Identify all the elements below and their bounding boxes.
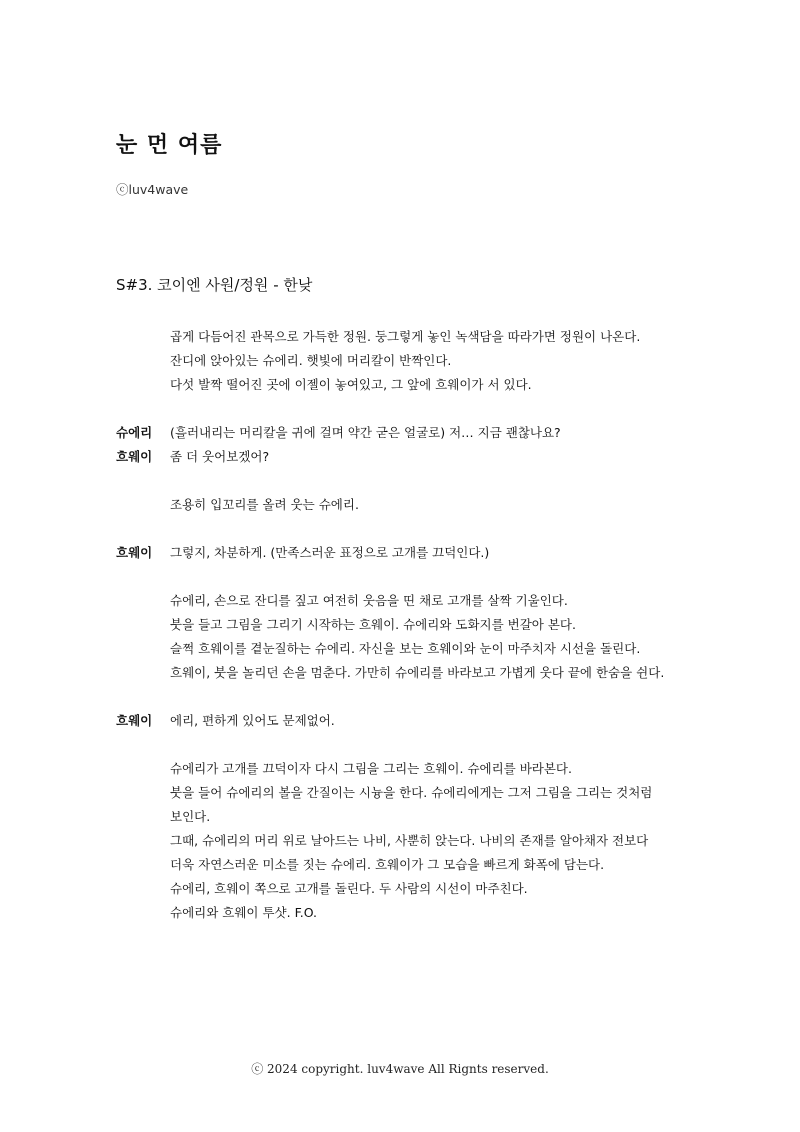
document-title: 눈 먼 여름: [116, 133, 223, 158]
action-line: 슈에리, 흐웨이 쪽으로 고개를 돌린다. 두 사람의 시선이 마주친다.: [170, 881, 528, 896]
action-block-3: [170, 589, 696, 685]
action-line: 곱게 다듬어진 관목으로 가득한 정원. 둥그렇게 놓인 녹색담을 따라가면 정원이 나온다.: [170, 329, 641, 344]
speaker-name: 흐웨이: [116, 545, 153, 560]
dialogue-4: [116, 709, 696, 733]
action-line: 슈에리, 손으로 잔디를 짚고 여전히 웃음을 띤 채로 고개를 살짝 기울인다.: [170, 593, 568, 608]
action-line: 슈에리와 흐웨이 투샷. F.O.: [170, 905, 318, 920]
dialogue-text: 좀 더 웃어보겠어?: [170, 449, 270, 464]
action-block-1: [170, 325, 696, 397]
dialogue-2: [116, 445, 696, 469]
dialogue-1: [116, 421, 696, 445]
action-line: 붓을 들고 그림을 그리기 시작하는 흐웨이. 슈에리와 도화지를 번갈아 본다.: [170, 617, 576, 632]
action-line: 슈에리가 고개를 끄덕이자 다시 그림을 그리는 흐웨이. 슈에리를 바라본다.: [170, 761, 572, 776]
script-body: [116, 325, 696, 925]
action-block-2: [170, 493, 696, 517]
action-line: 흐웨이, 붓을 놀리던 손을 멈춘다. 가만히 슈에리를 바라보고 가볍게 웃다 끝에 한숨을 쉰다.: [170, 665, 665, 680]
speaker-name: 슈에리: [116, 425, 153, 440]
action-line: 붓을 들어 슈에리의 볼을 간질이는 시늉을 한다. 슈에리에게는 그저 그림을 그리는 것처럼: [170, 785, 653, 800]
dialogue-3: [116, 541, 696, 565]
dialogue-text: 에리, 편하게 있어도 문제없어.: [170, 713, 335, 728]
action-line: 다섯 발짝 떨어진 곳에 이젤이 놓여있고, 그 앞에 흐웨이가 서 있다.: [170, 377, 532, 392]
action-line: 보인다.: [170, 809, 211, 824]
action-block-4: [170, 757, 696, 925]
action-line: 그때, 슈에리의 머리 위로 날아드는 나비, 사뿐히 앉는다. 나비의 존재를 알아채자 전보다: [170, 833, 649, 848]
action-line: 더욱 자연스러운 미소를 짓는 슈에리. 흐웨이가 그 모습을 빠르게 화폭에 담는다.: [170, 857, 605, 872]
copyright-footer: ⓒ 2024 copyright. luv4wave All Rignts reserved.: [251, 1062, 549, 1076]
speaker-name: 흐웨이: [116, 449, 153, 464]
speaker-name: 흐웨이: [116, 713, 153, 728]
action-line: 잔디에 앉아있는 슈에리. 햇빛에 머리칼이 반짝인다.: [170, 353, 452, 368]
author-credit: ⓒluv4wave: [116, 182, 189, 197]
scene-heading: S#3. 코이엔 사원/정원 - 한낮: [116, 276, 313, 294]
dialogue-text: 그렇지, 차분하게. (만족스러운 표정으로 고개를 끄덕인다.): [170, 545, 490, 560]
dialogue-text: (흘러내리는 머리칼을 귀에 걸며 약간 굳은 얼굴로) 저… 지금 괜찮나요?: [170, 425, 561, 440]
action-line: 조용히 입꼬리를 올려 웃는 슈에리.: [170, 497, 359, 512]
action-line: 슬쩍 흐웨이를 곁눈질하는 슈에리. 자신을 보는 흐웨이와 눈이 마주치자 시선을 돌린다.: [170, 641, 641, 656]
